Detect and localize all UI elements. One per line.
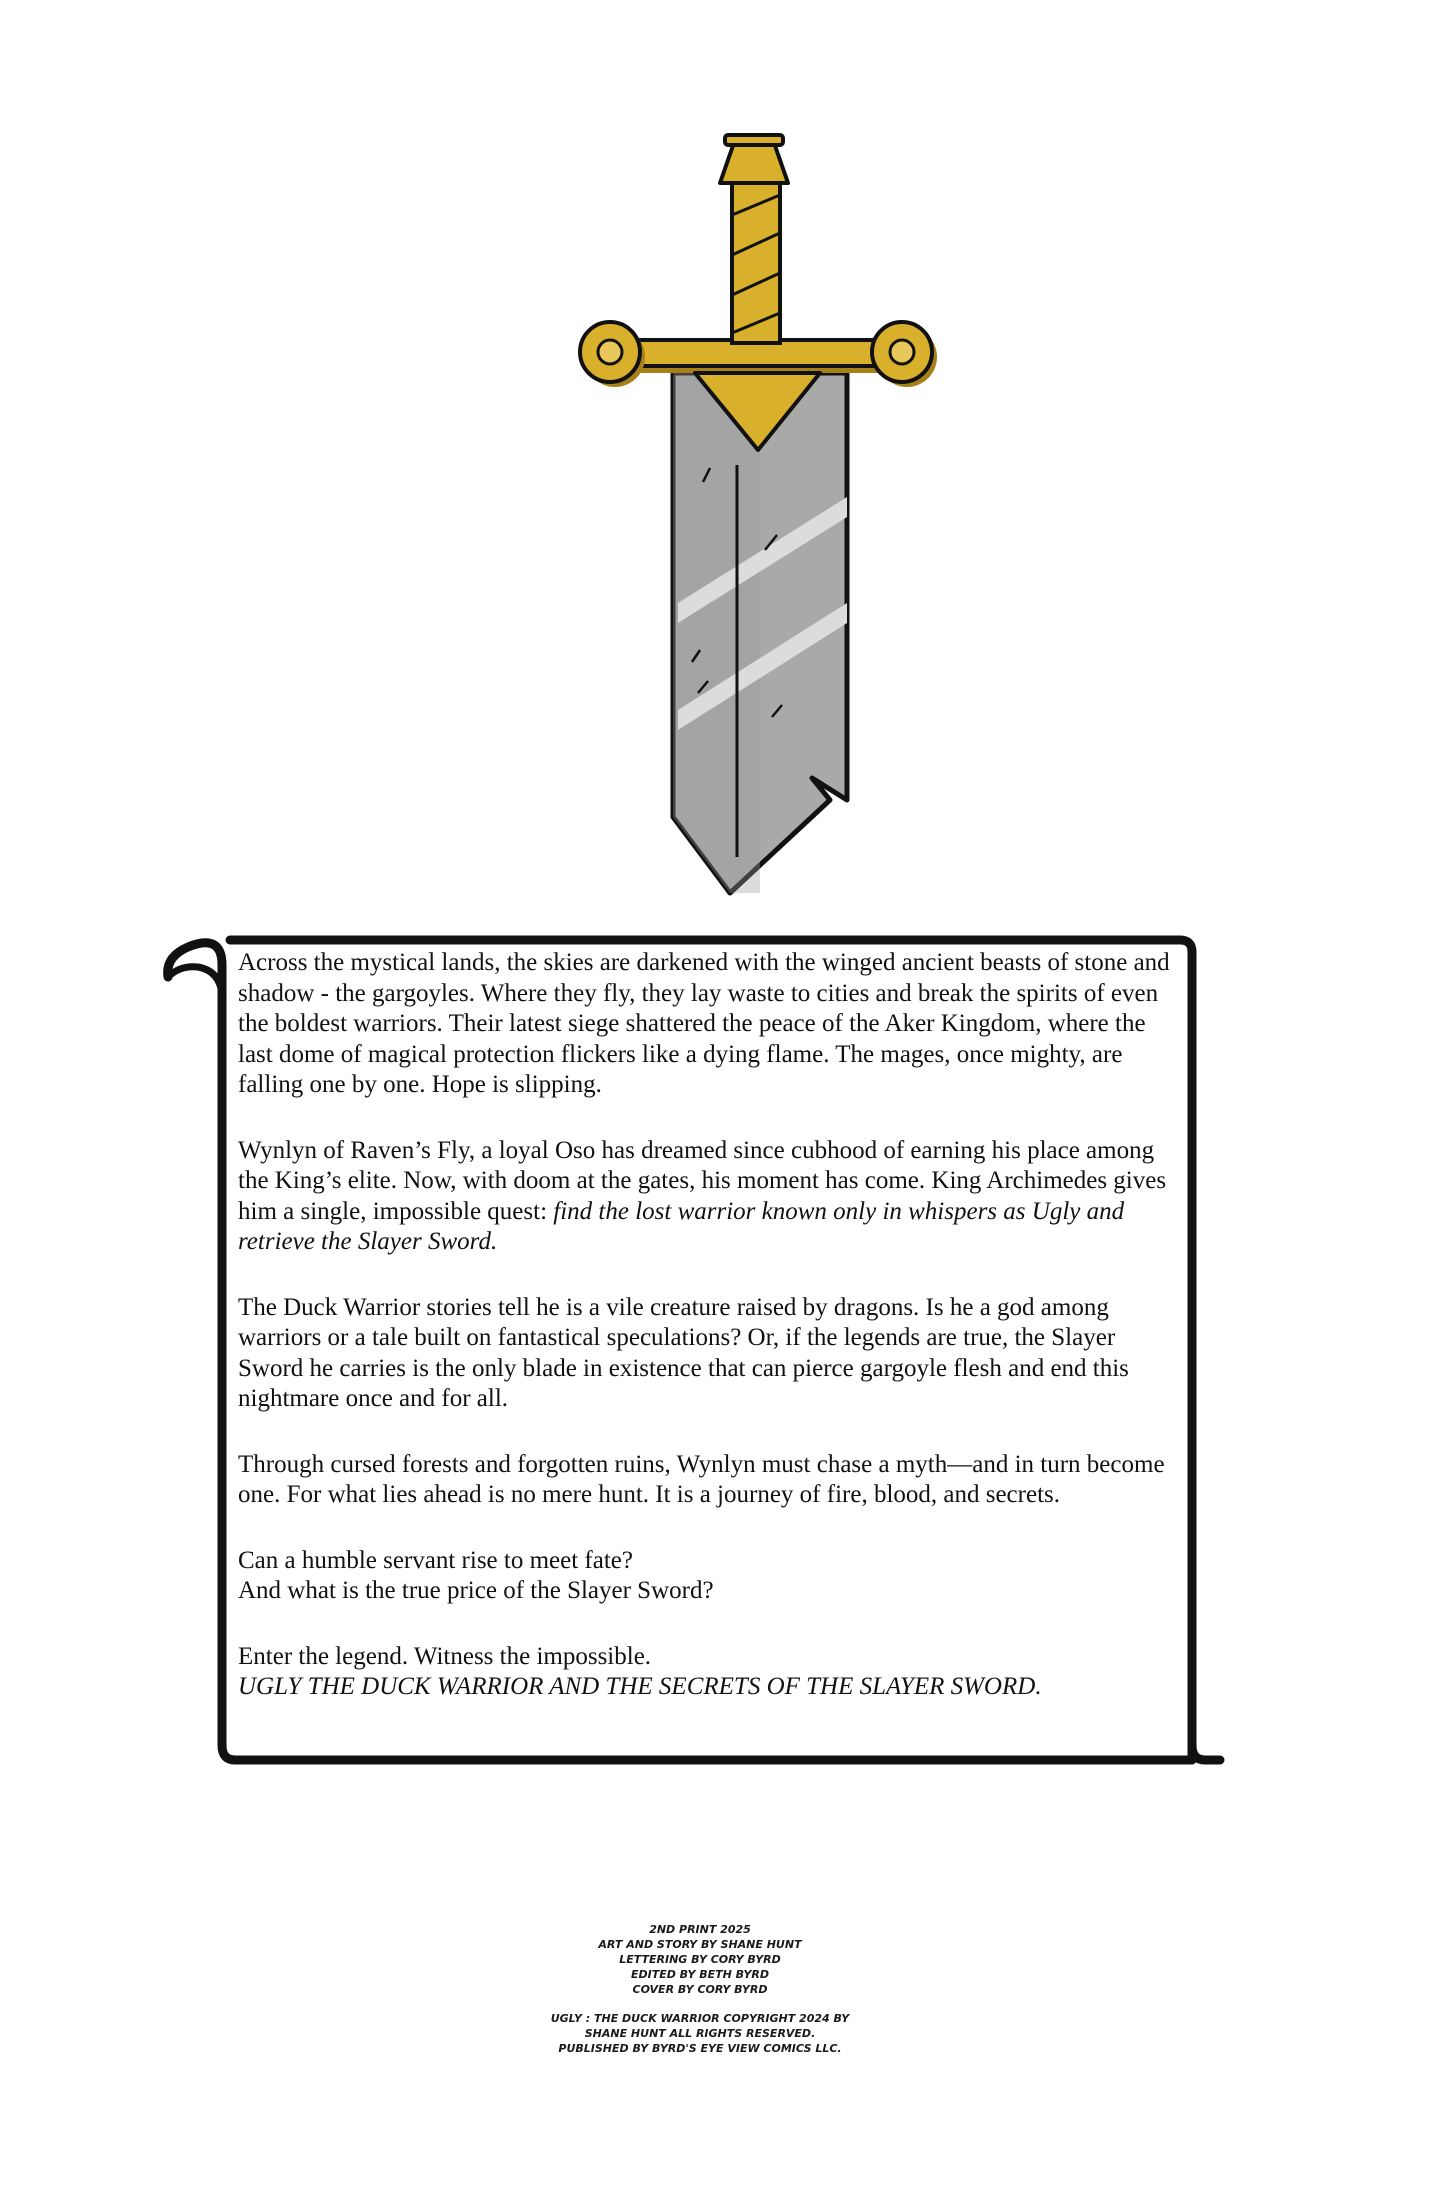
story-tagline: Enter the legend. Witness the impossible. (238, 1642, 652, 1670)
story-title: UGLY THE DUCK WARRIOR AND THE SECRETS OF THE SLAYER SWORD. (238, 1673, 1042, 1700)
credits-rights: SHANE HUNT ALL RIGHTS RESERVED. (584, 2027, 816, 2040)
sword-grip (732, 180, 780, 343)
credits-copyright: UGLY : THE DUCK WARRIOR COPYRIGHT 2024 BY (550, 2012, 850, 2025)
story-paragraph-2-quest: find the lost warrior known only in whispers as Ugly and retrieve the Slayer Sword. (238, 1197, 1125, 1255)
credits-editor: EDITED BY BETH BYRD (630, 1968, 770, 1981)
story-paragraph-2 (238, 1136, 1178, 1258)
sword-blade-shine (673, 373, 760, 893)
credits-art-story: ART AND STORY BY SHANE HUNT (598, 1938, 802, 1951)
credits (480, 1922, 920, 2056)
credits-lettering: LETTERING BY CORY BYRD (619, 1953, 781, 1966)
story-paragraph-4: Through cursed forests and forgotten ruins, Wynlyn must chase a myth—and in turn become one. For what lies ahead is no mere hunt. It is a journey of fire, blood, and secrets. (238, 1450, 1165, 1508)
story-question-2: And what is the true price of the Slayer Sword? (238, 1577, 714, 1604)
credits-cover: COVER BY CORY BYRD (632, 1983, 768, 1996)
story-paragraph-3: The Duck Warrior stories tell he is a vile creature raised by dragons. Is he a god among warriors or a tale built on fantastical speculations? Or, if the legends are true, the Slayer Sword he carries is the only blade in existence that can pierce gargoyle flesh and end this nightmare once and for all. (238, 1293, 1129, 1412)
sword-illustration (560, 125, 960, 905)
story-text (238, 948, 1178, 1703)
story-paragraph-2-text: Wynlyn of Raven’s Fly, a loyal Oso has dreamed since cubhood of earning his place among the King’s elite. Now, with doom at the gates, his moment has come. King Archimedes gives him a single, impossible quest: (238, 1136, 1167, 1225)
story-paragraph-1: Across the mystical lands, the skies are darkened with the winged ancient beasts of stone and shadow - the gargoyles. Where they fly, they lay waste to cities and break the spirits of even the boldest warriors. Their latest siege shattered the peace of the Aker Kingdom, where the last dome of magical protection flickers like a dying flame. The mages, once mighty, are falling one by one. Hope is slipping. (238, 949, 1170, 1098)
credits-print: 2ND PRINT 2025 (649, 1923, 751, 1936)
story-question-1: Can a humble servant rise to meet fate? (238, 1546, 633, 1574)
credits-spacer (480, 1997, 920, 2011)
credits-publisher: PUBLISHED BY BYRD'S EYE VIEW COMICS LLC. (558, 2042, 842, 2055)
sword-pommel (720, 135, 788, 183)
